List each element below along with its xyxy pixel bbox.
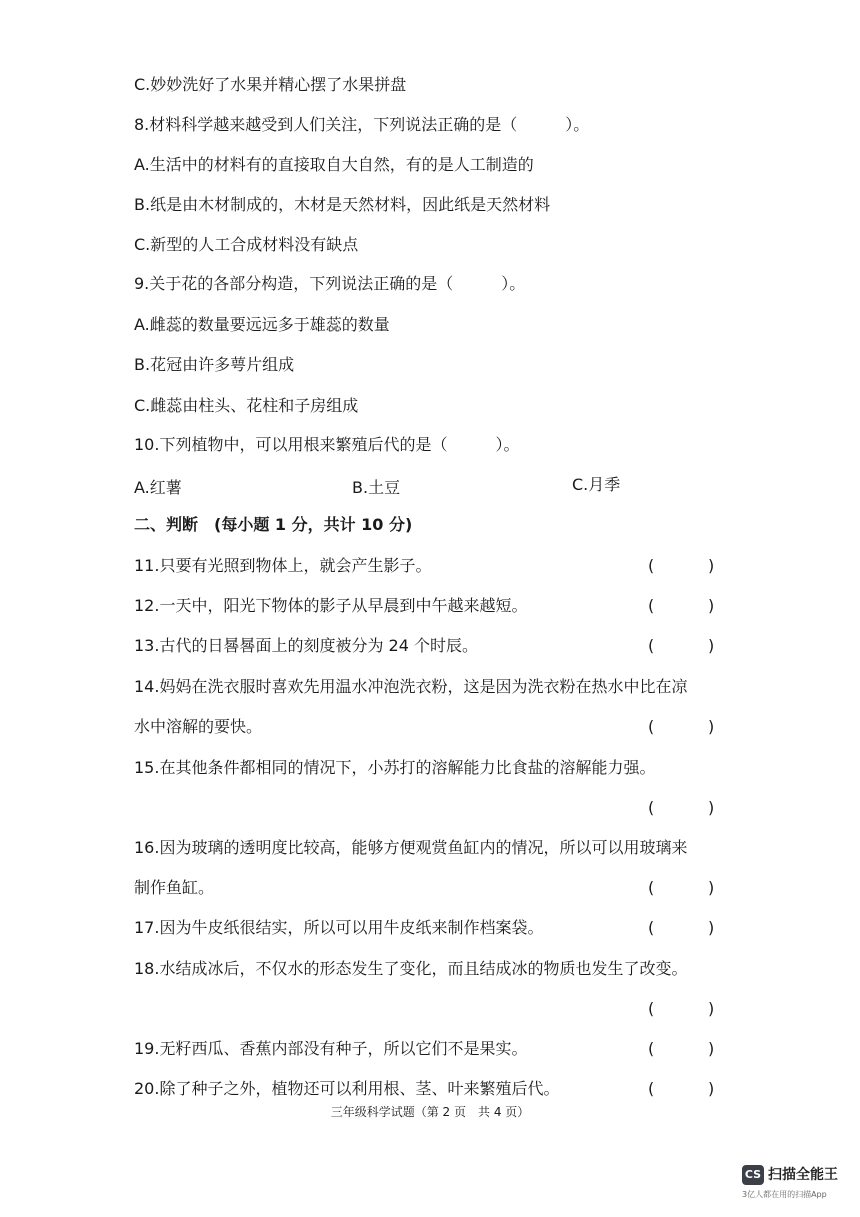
q9-stem: 9.关于花的各部分构造，下列说法正确的是（ ）。 (134, 274, 526, 293)
q20-text: 20.除了种子之外，植物还可以利用根、茎、叶来繁殖后代。 (134, 1079, 560, 1098)
q14-text-line1: 14.妈妈在洗衣服时喜欢先用温水冲泡洗衣粉，这是因为洗衣粉在热水中比在凉 (134, 677, 688, 696)
q16-answer-close: ) (708, 878, 715, 897)
q15-text: 15.在其他条件都相同的情况下，小苏打的溶解能力比食盐的溶解能力强。 (134, 758, 656, 777)
q9-option-a: A.雌蕊的数量要远远多于雄蕊的数量 (134, 315, 390, 334)
scanner-tagline: 3亿人都在用的扫描App (742, 1190, 827, 1199)
camscanner-logo-icon: CS (742, 1165, 764, 1185)
q7-option-c: C.妙妙洗好了水果并精心摆了水果拼盘 (134, 75, 407, 94)
q18-text: 18.水结成冰后，不仅水的形态发生了变化，而且结成冰的物质也发生了改变。 (134, 959, 688, 978)
q14-text-line2: 水中溶解的要快。 (134, 717, 263, 736)
q20-answer-open: ( (648, 1079, 655, 1098)
q11-answer-close: ) (708, 556, 715, 575)
q20-answer-close: ) (708, 1079, 715, 1098)
q10-option-b: B.土豆 (352, 478, 401, 497)
q18-answer-close: ) (708, 999, 715, 1018)
q12-answer-open: ( (648, 596, 655, 615)
q16-text-line2: 制作鱼缸。 (134, 878, 215, 897)
q8-option-b: B.纸是由木材制成的，木材是天然材料，因此纸是天然材料 (134, 195, 551, 214)
q9-option-c: C.雌蕊由柱头、花柱和子房组成 (134, 396, 359, 415)
q13-answer-close: ) (708, 636, 715, 655)
q15-answer-close: ) (708, 798, 715, 817)
q14-answer-open: ( (648, 717, 655, 736)
q19-answer-close: ) (708, 1039, 715, 1058)
q13-answer-open: ( (648, 636, 655, 655)
q18-answer-open: ( (648, 999, 655, 1018)
q9-option-b: B.花冠由许多萼片组成 (134, 355, 295, 374)
q13-text: 13.古代的日晷晷面上的刻度被分为 24 个时辰。 (134, 636, 478, 655)
q16-answer-open: ( (648, 878, 655, 897)
q14-answer-close: ) (708, 717, 715, 736)
q17-text: 17.因为牛皮纸很结实，所以可以用牛皮纸来制作档案袋。 (134, 918, 544, 937)
q17-answer-open: ( (648, 918, 655, 937)
q10-option-c: C.月季 (572, 475, 621, 494)
q10-stem: 10.下列植物中，可以用根来繁殖后代的是（ ）。 (134, 435, 520, 454)
q16-text-line1: 16.因为玻璃的透明度比较高，能够方便观赏鱼缸内的情况，所以可以用玻璃来 (134, 838, 688, 857)
page-footer: 三年级科学试题（第 2 页 共 4 页） (330, 1105, 530, 1119)
section-heading-judgement: 二、判断 (每小题 1 分，共计 10 分) (134, 515, 413, 534)
q17-answer-close: ) (708, 918, 715, 937)
q19-answer-open: ( (648, 1039, 655, 1058)
q19-text: 19.无籽西瓜、香蕉内部没有种子，所以它们不是果实。 (134, 1039, 528, 1058)
q12-answer-close: ) (708, 596, 715, 615)
q15-answer-open: ( (648, 798, 655, 817)
q8-option-a: A.生活中的材料有的直接取自大自然，有的是人工制造的 (134, 155, 534, 174)
q11-text: 11.只要有光照到物体上，就会产生影子。 (134, 556, 432, 575)
q11-answer-open: ( (648, 556, 655, 575)
scanner-watermark (742, 1163, 852, 1203)
q8-option-c: C.新型的人工合成材料没有缺点 (134, 235, 359, 254)
q12-text: 12.一天中，阳光下物体的影子从早晨到中午越来越短。 (134, 596, 528, 615)
q8-stem: 8.材料科学越来越受到人们关注，下列说法正确的是（ ）。 (134, 115, 590, 134)
q10-option-a: A.红薯 (134, 478, 182, 497)
scanner-app-name: 扫描全能王 (768, 1167, 838, 1183)
